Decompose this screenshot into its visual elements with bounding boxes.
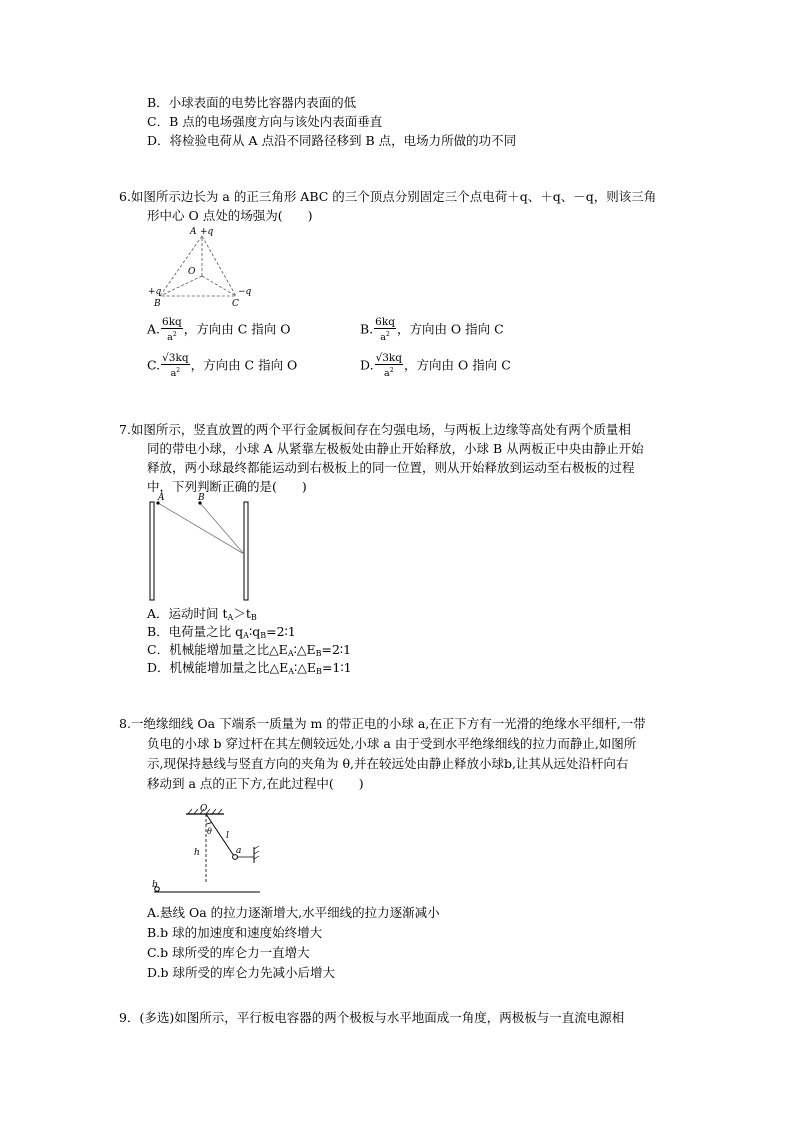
q8-stem-line3: 示,现保持悬线与竖直方向的夹角为 θ,并在较远处由静止释放小球b,让其从远处沿杆向右	[147, 756, 629, 771]
q7-option-a: A．运动时间 $t_A>t_B$	[147, 606, 257, 622]
left-plate	[150, 502, 154, 600]
label-b: b	[152, 880, 158, 890]
label-a: a	[236, 846, 242, 856]
q8-stem-line1: 8.一绝缘细线 Oa 下端系一质量为 m 的带正电的小球 a,在正下方有一光滑的绝缘水平细杆,一带	[119, 716, 646, 731]
charge-b: +q	[148, 287, 162, 297]
label-c: C	[232, 299, 239, 309]
q8-stem-line2: 负电的小球 b 穿过杆在其左侧较远处,小球 a 由于受到水平绝缘细线的拉力而静止,如图所	[147, 736, 637, 751]
q8-stem-line4: 移动到 a 点的正下方,在此过程中( )	[147, 776, 364, 791]
q5-option-d: D．将检验电荷从 A 点沿不同路径移到 B 点，电场力所做的功不同	[147, 133, 517, 148]
wall-hatch	[254, 846, 259, 859]
q6-option-b: B. $\frac{6kq}{a^2}$ ，方向由 O 指向 C	[360, 316, 504, 344]
charge-a: +q	[200, 227, 214, 237]
q6-stem-line1: 6.如图所示边长为 a 的正三角形 ABC 的三个顶点分别固定三个点电荷＋q、＋q、－q，则该三角	[119, 189, 657, 204]
line-oc	[202, 276, 236, 296]
label-o: O	[188, 267, 196, 277]
q7-option-d: D．机械能增加量之比$\triangle E_A∶\triangle E_B=1∶1$	[147, 660, 352, 676]
q7-stem-line2: 同的带电小球，小球 A 从紧靠左极板处由静止开始释放，小球 B 从两板正中央由静止开始	[147, 441, 644, 456]
q8-pendulum-figure	[140, 800, 280, 900]
q5-option-c: C．B 点的电场强度方向与该处内表面垂直	[147, 114, 383, 129]
q6-option-c: C. $\frac{√3kq}{a^2}$ ，方向由 C 指向 O	[147, 352, 298, 380]
q9-stem-line1: 9．(多选)如图所示，平行板电容器的两个极板与水平地面成一角度，两极板与一直流电源相	[119, 1010, 625, 1025]
triangle-abc	[160, 236, 236, 296]
q8-option-a: A.悬线 Oa 的拉力逐渐增大,水平细线的拉力逐渐减小	[147, 905, 440, 920]
label-b: B	[198, 493, 205, 503]
label-a: A	[190, 227, 197, 237]
q6-option-d: D. $\frac{√3kq}{a^2}$ ，方向由 O 指向 C	[360, 352, 511, 380]
label-o: O	[200, 804, 208, 814]
q7-option-b: B．电荷量之比 $q_A∶q_B=2∶1$	[147, 624, 296, 640]
q8-option-c: C.b 球所受的库仑力一直增大	[147, 945, 310, 960]
label-a: A	[158, 493, 165, 503]
charge-c: −q	[238, 287, 252, 297]
q7-plates-figure	[140, 492, 260, 604]
q6-option-a: A. $\frac{6kq}{a^2}$ ，方向由 C 指向 O	[147, 316, 291, 344]
q6-stem-line2: 形中心 O 点处的场强为( )	[147, 208, 313, 223]
q8-option-d: D.b 球所受的库仑力先减小后增大	[147, 965, 336, 980]
label-b: B	[154, 299, 161, 309]
right-plate	[244, 502, 248, 600]
label-theta: θ	[207, 827, 212, 836]
q7-stem-line1: 7.如图所示，竖直放置的两个平行金属板间存在匀强电场，与两板上边缘等高处有两个质量相	[119, 422, 631, 437]
q6-triangle-figure	[140, 224, 260, 310]
label-l: l	[226, 831, 229, 841]
label-h: h	[194, 848, 200, 858]
q7-stem-line4: 中，下列判断正确的是( )	[147, 479, 307, 494]
path-a	[158, 503, 244, 554]
path-b	[200, 503, 244, 554]
line-ob	[160, 276, 202, 296]
q8-option-b: B.b 球的加速度和速度始终增大	[147, 925, 323, 940]
angle-arc	[206, 822, 212, 824]
q5-option-b: B．小球表面的电势比容器内表面的低	[147, 95, 357, 110]
q7-stem-line3: 释放，两小球最终都能运动到右极板上的同一位置，则从开始释放到运动至右极板的过程	[147, 460, 635, 475]
q7-option-c: C．机械能增加量之比$\triangle E_A∶\triangle E_B=2∶1$	[147, 642, 352, 658]
